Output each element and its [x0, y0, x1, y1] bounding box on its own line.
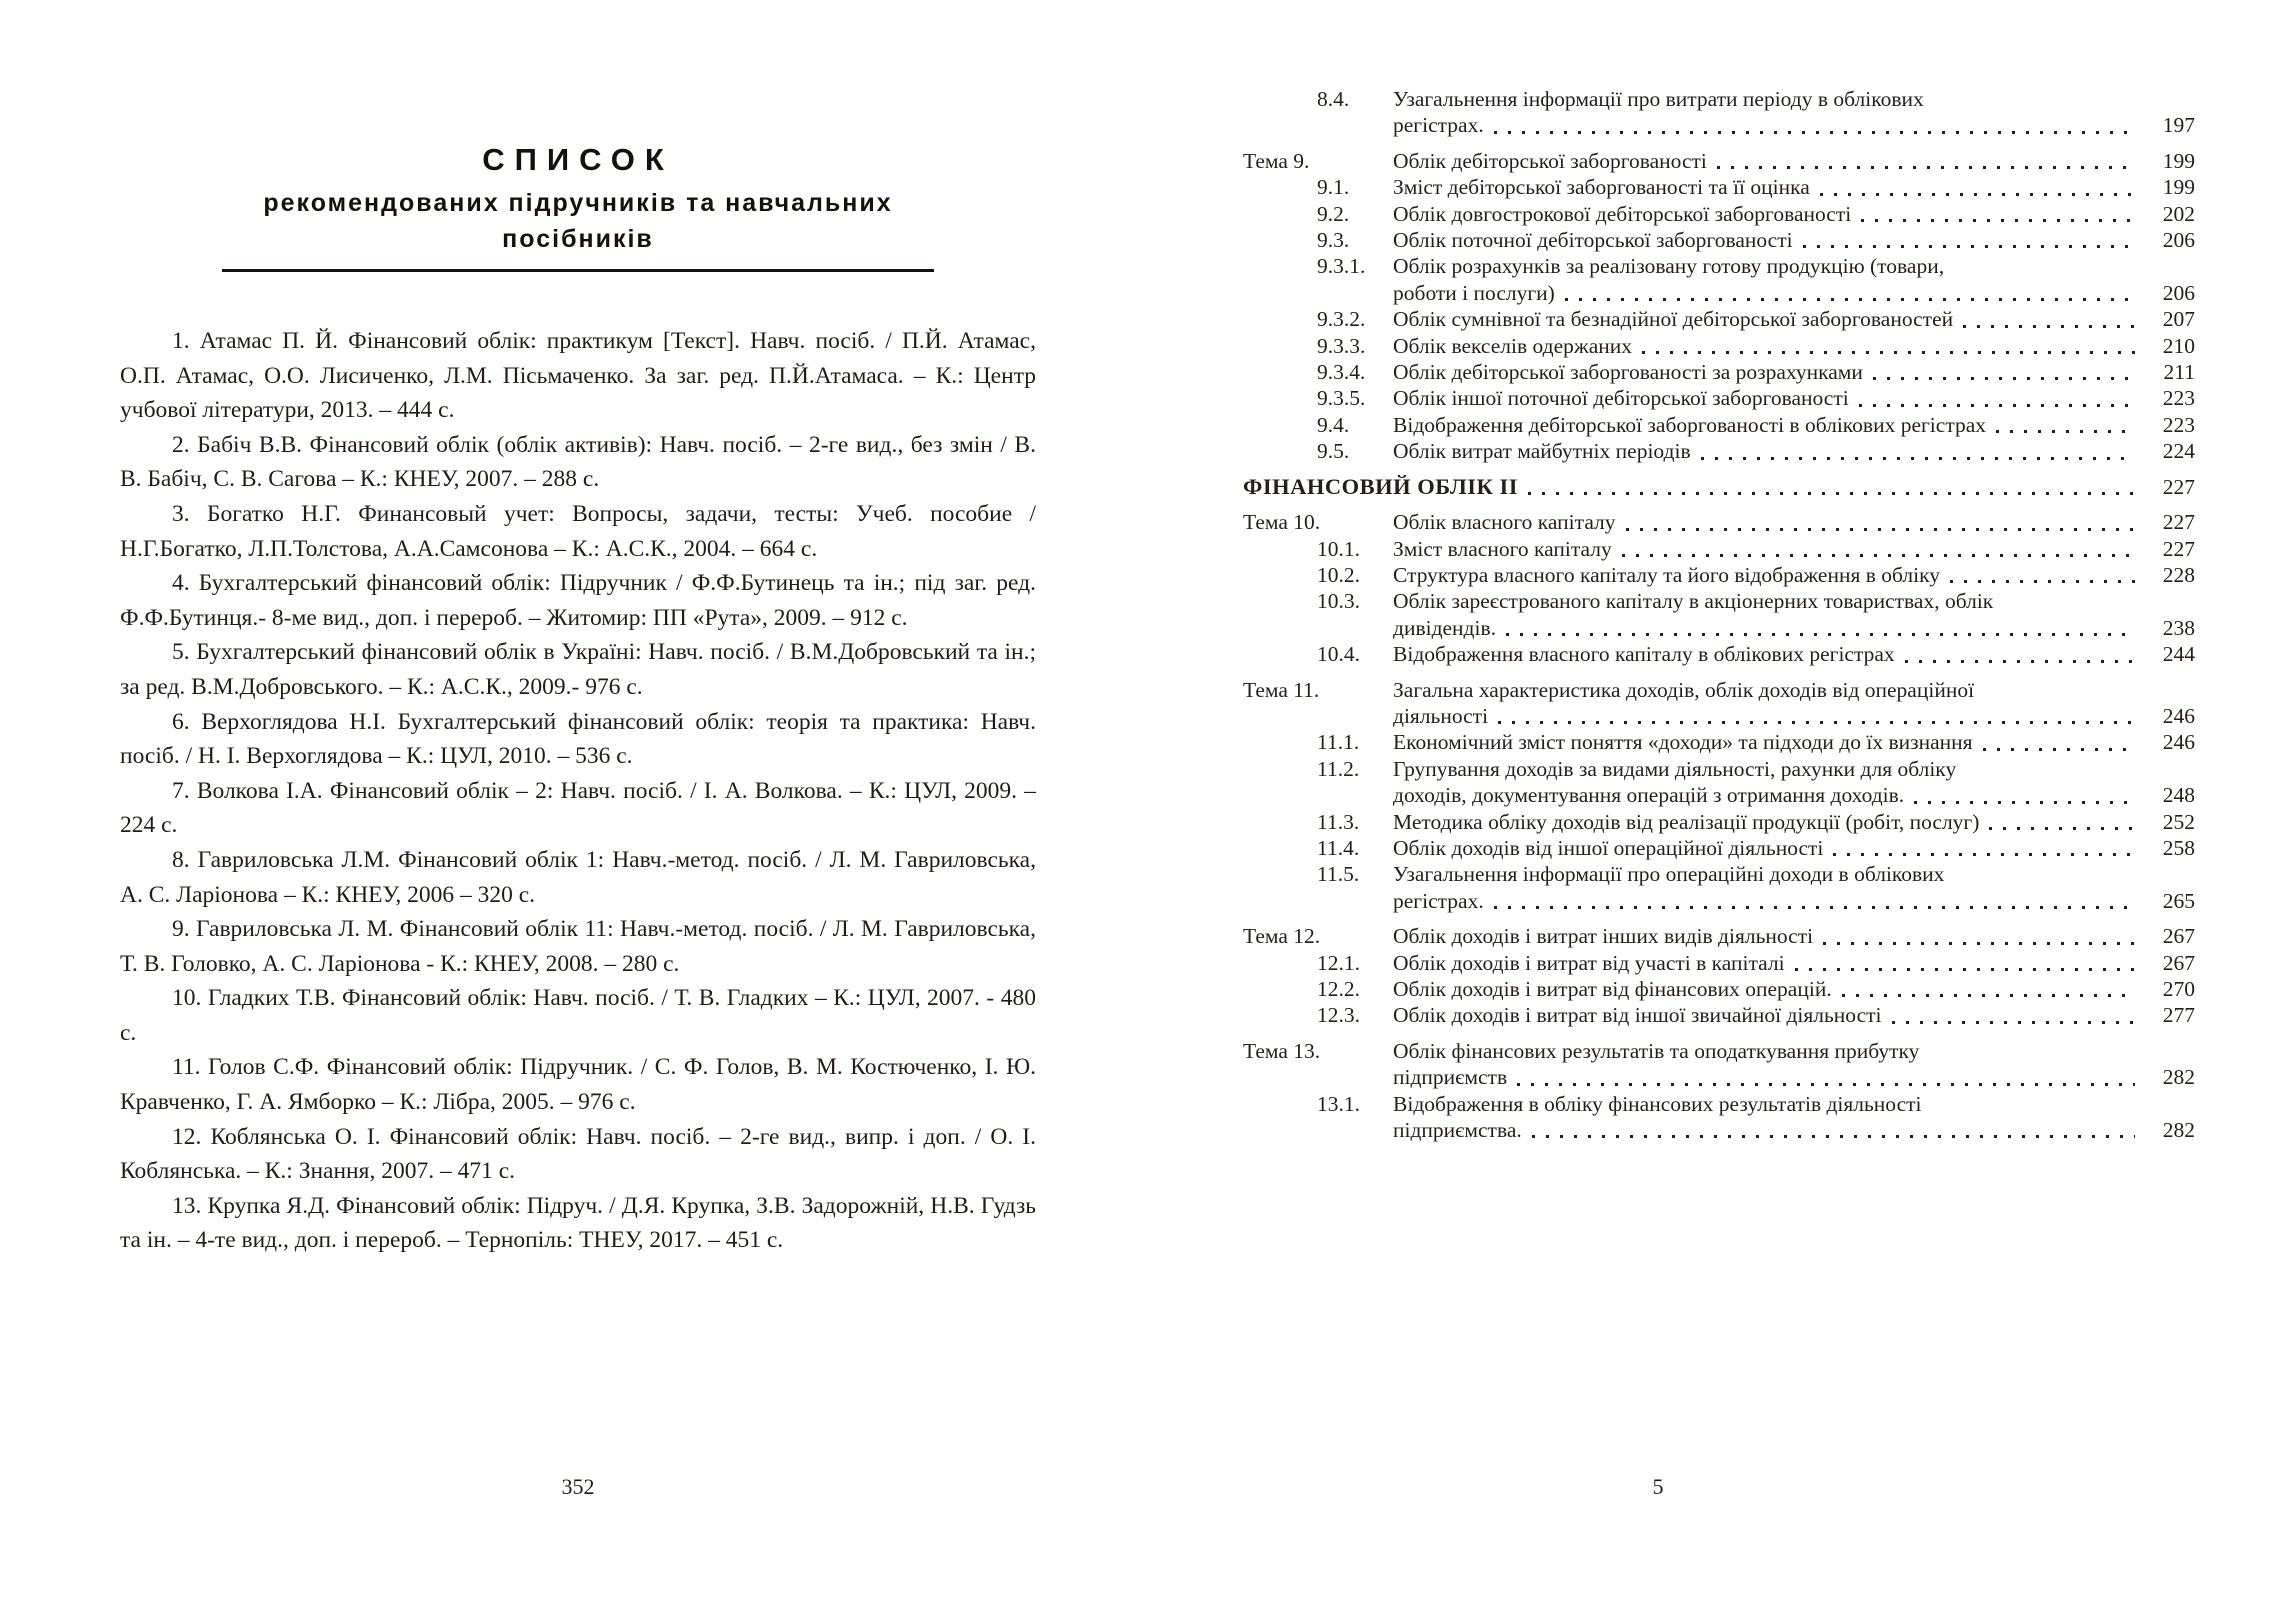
toc-page-number: 207 [2162, 307, 2195, 332]
toc-entry-number: 10.2. [1317, 562, 1360, 587]
toc-dotted-leader [1833, 853, 2135, 856]
toc-entry [1243, 950, 2195, 976]
toc-dotted-leader [1905, 660, 2135, 663]
toc-entry-text: Облік іншої поточної дебіторської заборгованості [1393, 386, 1849, 411]
toc-line [1243, 1064, 2195, 1090]
toc-entry-text: доходів, документування операцій з отримання доходів. [1393, 783, 1905, 808]
toc-dotted-leader [1717, 166, 2135, 169]
toc-line [1243, 509, 2195, 535]
bibliography-entry: 11. Голов С.Ф. Фінансовий облік: Підручник. / С. Ф. Голов, В. М. Костюченко, І. Ю. Кравченко, Г. А. Ямборко – К.: Лібра, 2005. – 976 с. [120, 1054, 1036, 1116]
toc-entry-text: Структура власного капіталу та його відображення в обліку [1393, 562, 1941, 587]
toc-line [1243, 385, 2195, 411]
bibliography-list [120, 324, 1036, 1258]
toc-entry [1243, 756, 2195, 809]
toc-entry-text: Облік зареєстрованого капіталу в акціонерних товариствах, облік [1393, 589, 1994, 614]
toc-dotted-leader [1983, 748, 2135, 751]
toc-dotted-leader [1701, 457, 2135, 460]
toc-line [1243, 588, 2195, 614]
bibliography-entry: 3. Богатко Н.Г. Финансовый учет: Вопросы, задачи, тесты: Учеб. пособие / Н.Г.Богатко, Л.П.Толстова, А.А.Самсонова – К.: А.С.К., 2004. – 664 с. [120, 500, 1036, 562]
toc-entry-number: 11.2. [1317, 756, 1360, 781]
toc-line [1243, 809, 2195, 835]
toc-line [1243, 112, 2195, 138]
toc-dotted-leader [1989, 827, 2135, 830]
toc-dotted-leader [1803, 245, 2135, 248]
bibliography-title [120, 142, 1036, 272]
toc-entry-number: 12.3. [1317, 1003, 1360, 1028]
bibliography-entry: 1. Атамас П. Й. Фінансовий облік: практикум [Текст]. Навч. посіб. / П.Й. Атамас, О.П. Атамас, О.О. Лисиченко, Л.М. Пісьмаченко. За заг. ред. П.Й.Атамаса. – К.: Центр учбової літератури, 2013. – 444 с. [120, 328, 1036, 424]
toc-entry-text: діяльності [1393, 703, 1489, 728]
toc-entry [1243, 536, 2195, 562]
toc-entry-number: Тема 9. [1243, 148, 1310, 173]
page-number-left: 352 [561, 1474, 595, 1499]
toc-entry-text: регістрах. [1393, 888, 1484, 913]
toc-entry-text: Облік розрахунків за реалізовану готову продукцію (товари, [1393, 254, 1945, 279]
toc-dotted-leader [1873, 377, 2135, 380]
toc-dotted-leader [1892, 1021, 2135, 1024]
toc-line [1243, 1117, 2195, 1143]
toc-dotted-leader [1517, 1083, 2135, 1086]
toc-dotted-leader [1859, 404, 2135, 407]
toc-page-number: 199 [2162, 148, 2195, 173]
toc-entry [1243, 227, 2195, 253]
toc-line [1243, 729, 2195, 755]
toc-page-number: 282 [2162, 1118, 2195, 1143]
toc-page-number: 223 [2162, 386, 2195, 411]
bibliography-entry: 10. Гладких Т.В. Фінансовий облік: Навч. посіб. / Т. В. Гладких – К.: ЦУЛ, 2007. - 480 с. [120, 985, 1036, 1046]
toc-entry-number: 11.4. [1317, 835, 1360, 860]
toc-entry-text: Облік доходів і витрат від участі в капіталі [1393, 950, 1785, 975]
toc-dotted-leader [1565, 298, 2135, 301]
toc-line [1243, 1038, 2195, 1064]
toc-line [1243, 438, 2195, 464]
toc-entry-text: Узагальнення інформації про витрати періоду в облікових [1393, 87, 1924, 111]
toc-page-number: 238 [2162, 615, 2195, 640]
toc-dotted-leader [1820, 193, 2135, 196]
toc-line [1243, 976, 2195, 1002]
toc-line [1243, 923, 2195, 949]
toc-dotted-leader [1842, 994, 2135, 997]
toc-line [1243, 861, 2195, 887]
toc-dotted-leader [1950, 580, 2135, 583]
toc-entry [1243, 201, 2195, 227]
toc-dotted-leader [1506, 633, 2135, 636]
toc-page-number: 252 [2162, 809, 2195, 834]
toc-page-number: 265 [2162, 888, 2195, 913]
toc-entry-number: Тема 10. [1243, 510, 1321, 535]
toc-entry-text: Облік векселів одержаних [1393, 333, 1633, 358]
toc-entry-number: 9.3. [1317, 228, 1350, 253]
toc-entry [1243, 861, 2195, 914]
toc-line [1243, 280, 2195, 306]
toc-line [1243, 562, 2195, 588]
toc-entry [1243, 677, 2195, 730]
toc-entry-number: 9.3.2. [1317, 307, 1366, 332]
toc-entry-text: роботи і послуги) [1393, 280, 1555, 305]
toc-entry [1243, 385, 2195, 411]
toc-line [1243, 782, 2195, 808]
toc-entry-number: 11.1. [1317, 730, 1360, 755]
toc-line [1243, 227, 2195, 253]
toc-page-number: 244 [2162, 642, 2195, 667]
toc-line [1243, 201, 2195, 227]
toc-entry [1243, 359, 2195, 385]
toc-entry-number: 12.2. [1317, 977, 1360, 1001]
toc-line [1243, 703, 2195, 729]
toc-page-number: 248 [2162, 783, 2195, 808]
toc-entry-text: Узагальнення інформації про операційні доходи в облікових [1393, 862, 1945, 887]
toc-entry-text: Методика обліку доходів від реалізації продукції (робіт, послуг) [1393, 809, 1980, 834]
toc-dotted-leader [1823, 942, 2135, 945]
page-number-right: 5 [1652, 1474, 1664, 1499]
bibliography-entry: 9. Гавриловська Л. М. Фінансовий облік 11: Навч.-метод. посіб. / Л. М. Гавриловська, Т. В. Головко, А. С. Ларіонова - К.: КНЕУ, 2008. – 280 с. [120, 916, 1036, 977]
toc-page-number: 206 [2162, 280, 2195, 305]
toc-entry-text: Облік доходів і витрат від іншої звичайної діяльності [1393, 1003, 1882, 1028]
toc-dotted-leader [1528, 492, 2135, 495]
toc-entry-text: Облік сумнівної та безнадійної дебіторської заборгованостей [1393, 307, 1954, 332]
toc-entry [1243, 1038, 2195, 1091]
title-underline [222, 269, 934, 272]
bibliography-entry: 12. Коблянська О. І. Фінансовий облік: Навч. посіб. – 2-ге вид., випр. і доп. / О. І. Коблянська. – К.: Знання, 2007. – 471 с. [120, 1123, 1036, 1185]
bibliography-title-line2: рекомендованих підручників та навчальних [263, 189, 893, 217]
toc-entry [1243, 976, 2195, 1002]
toc-line [1243, 86, 2195, 112]
toc-entry-text: регістрах. [1393, 113, 1484, 138]
bibliography-entry: 4. Бухгалтерський фінансовий облік: Підручник / Ф.Ф.Бутинець та ін.; під заг. ред. Ф.Ф.Бутинця.- 8-ме вид., доп. і перероб. – Житомир: ПП «Рута», 2009. – 912 с. [120, 570, 1036, 631]
toc-entry [1243, 474, 2195, 500]
toc-line [1243, 359, 2195, 385]
toc-entry-number: 9.5. [1317, 439, 1350, 464]
toc-page-number: 211 [2163, 360, 2195, 385]
toc-page-number: 227 [2162, 510, 2195, 535]
toc-entry-number: 11.3. [1317, 809, 1360, 834]
toc-entry [1243, 588, 2195, 641]
toc-dotted-leader [1494, 131, 2135, 134]
toc-entry [1243, 306, 2195, 332]
bibliography-entry: 13. Крупка Я.Д. Фінансовий облік: Підруч. / Д.Я. Крупка, З.В. Задорожній, Н.В. Гудзь та ін. – 4-те вид., доп. і перероб. – Тернопіль: ТНЕУ, 2017. – 451 с. [120, 1192, 1036, 1254]
toc-dotted-leader [1498, 721, 2135, 724]
toc-page-number: 206 [2162, 228, 2195, 253]
toc-entry [1243, 641, 2195, 667]
toc-line [1243, 888, 2195, 914]
toc-entry-text: Відображення дебіторської заборгованості в облікових регістрах [1393, 412, 1987, 437]
left-page [120, 142, 1036, 1258]
toc-entry-text: Групування доходів за видами діяльності, рахунки для обліку [1393, 756, 1957, 781]
toc-page-number: 267 [2162, 924, 2195, 949]
toc-page-number: 227 [2162, 536, 2195, 561]
toc-dotted-leader [1963, 325, 2135, 328]
toc-page-number: 277 [2162, 1003, 2195, 1028]
toc-line [1243, 950, 2195, 976]
toc-entry [1243, 835, 2195, 861]
toc-line [1243, 333, 2195, 359]
toc-dotted-leader [1626, 528, 2135, 531]
toc-line [1243, 174, 2195, 200]
toc-page-number: 270 [2162, 977, 2195, 1001]
toc-line [1243, 306, 2195, 332]
toc-entry-number: 10.1. [1317, 536, 1360, 561]
toc-entry-text: Облік довгострокової дебіторської заборгованості [1393, 201, 1852, 226]
toc-list [1243, 86, 2195, 1143]
toc-page-number: 197 [2162, 113, 2195, 138]
toc-entry-text: ФІНАНСОВИЙ ОБЛІК ІІ [1243, 473, 1519, 499]
toc-line [1243, 1002, 2195, 1028]
toc-entry-text: Облік доходів від іншої операційної діяльності [1393, 835, 1824, 860]
toc-entry-number: 9.3.1. [1317, 254, 1366, 279]
toc-entry-text: Відображення власного капіталу в облікових регістрах [1393, 642, 1895, 667]
toc-entry [1243, 148, 2195, 174]
toc-entry [1243, 253, 2195, 306]
toc-entry-text: Облік поточної дебіторської заборгованості [1393, 228, 1793, 253]
bibliography-title-line3: посібників [502, 225, 654, 253]
toc-dotted-leader [1622, 554, 2135, 557]
toc-entry-text: Відображення в обліку фінансових результатів діяльності [1393, 1091, 1922, 1116]
toc-line [1243, 536, 2195, 562]
toc-page-number: 210 [2162, 333, 2195, 358]
toc-page-number: 228 [2162, 562, 2195, 587]
toc-dotted-leader [1642, 351, 2135, 354]
toc-entry-number: 10.3. [1317, 589, 1360, 614]
toc-line [1243, 148, 2195, 174]
toc-entry-number: 9.3.4. [1317, 360, 1366, 385]
toc-line [1243, 474, 2195, 500]
toc-entry-text: дивідендів. [1393, 615, 1496, 640]
toc-entry-text: Облік фінансових результатів та оподаткування прибутку [1393, 1038, 1920, 1063]
toc-entry-number: 9.1. [1317, 175, 1350, 200]
toc-entry-number: 8.4. [1317, 87, 1350, 111]
toc-entry-text: Облік дебіторської заборгованості за розрахунками [1393, 360, 1863, 385]
toc-entry-number: Тема 13. [1243, 1038, 1321, 1063]
toc-entry-number: 9.4. [1317, 412, 1350, 437]
toc-entry-text: Облік доходів і витрат від фінансових операцій. [1393, 977, 1832, 1001]
toc-entry [1243, 333, 2195, 359]
toc-entry-number: 10.4. [1317, 642, 1360, 667]
toc-entry-text: Облік власного капіталу [1393, 510, 1616, 535]
toc-entry-number: 9.3.5. [1317, 386, 1366, 411]
toc-dotted-leader [1914, 801, 2135, 804]
toc-page-number: 246 [2162, 730, 2195, 755]
toc-line [1243, 1091, 2195, 1117]
toc-dotted-leader [1996, 430, 2135, 433]
bibliography-entry: 5. Бухгалтерський фінансовий облік в Україні: Навч. посіб. / В.М.Добровський та ін.; за ред. В.М.Добровського. – К.: А.С.К., 2009.- 976 с. [120, 639, 1036, 700]
toc-entry-number: 9.3.3. [1317, 333, 1366, 358]
toc-entry-number: Тема 12. [1243, 924, 1321, 949]
toc-entry-text: Облік витрат майбутніх періодів [1393, 439, 1691, 464]
toc-page-number: 227 [2162, 474, 2195, 499]
toc-entry [1243, 809, 2195, 835]
toc-entry [1243, 438, 2195, 464]
toc-entry [1243, 1002, 2195, 1028]
right-page [1243, 86, 2195, 1143]
toc-page-number: 224 [2162, 439, 2195, 464]
toc-line [1243, 253, 2195, 279]
toc-entry-number: 11.5. [1317, 862, 1360, 887]
toc-entry-text: Зміст дебіторської заборгованості та її оцінка [1393, 175, 1810, 200]
toc-entry-number: Тема 11. [1243, 677, 1320, 702]
toc-line [1243, 756, 2195, 782]
bibliography-title-line1: СПИСОК [482, 142, 674, 177]
bibliography-entry: 2. Бабіч В.В. Фінансовий облік (облік активів): Навч. посіб. – 2-ге вид., без змін / В. В. Бабіч, С. В. Сагова – К.: КНЕУ, 2007. – 288 с. [120, 431, 1036, 493]
toc-dotted-leader [1795, 968, 2135, 971]
toc-page-number: 258 [2162, 835, 2195, 860]
toc-page-number: 246 [2162, 703, 2195, 728]
bibliography-entry: 6. Верхоглядова Н.І. Бухгалтерський фінансовий облік: теорія та практика: Навч. посіб. / Н. І. Верхоглядова – К.: ЦУЛ, 2010. – 536 с. [120, 708, 1036, 770]
toc-entry-number: 13.1. [1317, 1091, 1360, 1116]
toc-line [1243, 412, 2195, 438]
toc-entry-text: Загальна характеристика доходів, облік доходів від операційної [1393, 677, 1975, 702]
toc-entry [1243, 729, 2195, 755]
toc-entry [1243, 923, 2195, 949]
toc-dotted-leader [1861, 219, 2135, 222]
toc-entry-text: підприємства. [1393, 1118, 1522, 1143]
toc-page-number: 202 [2162, 201, 2195, 226]
toc-entry [1243, 509, 2195, 535]
toc-entry [1243, 412, 2195, 438]
toc-line [1243, 615, 2195, 641]
toc-line [1243, 677, 2195, 703]
toc-entry-text: підприємств [1393, 1065, 1508, 1090]
toc-entry-text: Облік дебіторської заборгованості [1393, 148, 1707, 173]
bibliography-entry: 8. Гавриловська Л.М. Фінансовий облік 1: Навч.-метод. посіб. / Л. М. Гавриловська, А. С. Ларіонова – К.: КНЕУ, 2006 – 320 с. [120, 846, 1036, 908]
toc-entry [1243, 1091, 2195, 1144]
toc-entry-text: Облік доходів і витрат інших видів діяльності [1393, 924, 1814, 949]
toc-line [1243, 835, 2195, 861]
toc-entry-text: Зміст власного капіталу [1393, 536, 1612, 561]
toc-entry [1243, 562, 2195, 588]
toc-entry-number: 9.2. [1317, 201, 1350, 226]
toc-entry-number: 12.1. [1317, 950, 1360, 975]
toc-dotted-leader [1494, 906, 2135, 909]
toc-line [1243, 641, 2195, 667]
toc-page-number: 223 [2162, 412, 2195, 437]
toc-entry-text: Економічний зміст поняття «доходи» та підходи до їх визнання [1393, 730, 1973, 755]
toc-dotted-leader [1532, 1135, 2135, 1138]
toc-page-number: 267 [2162, 950, 2195, 975]
toc-entry [1243, 86, 2195, 139]
toc-page-number: 199 [2162, 175, 2195, 200]
bibliography-entry: 7. Волкова І.А. Фінансовий облік – 2: Навч. посіб. / І. А. Волкова. – К.: ЦУЛ, 2009. – 224 с. [120, 777, 1036, 839]
toc-page-number: 282 [2162, 1065, 2195, 1090]
toc-entry [1243, 174, 2195, 200]
